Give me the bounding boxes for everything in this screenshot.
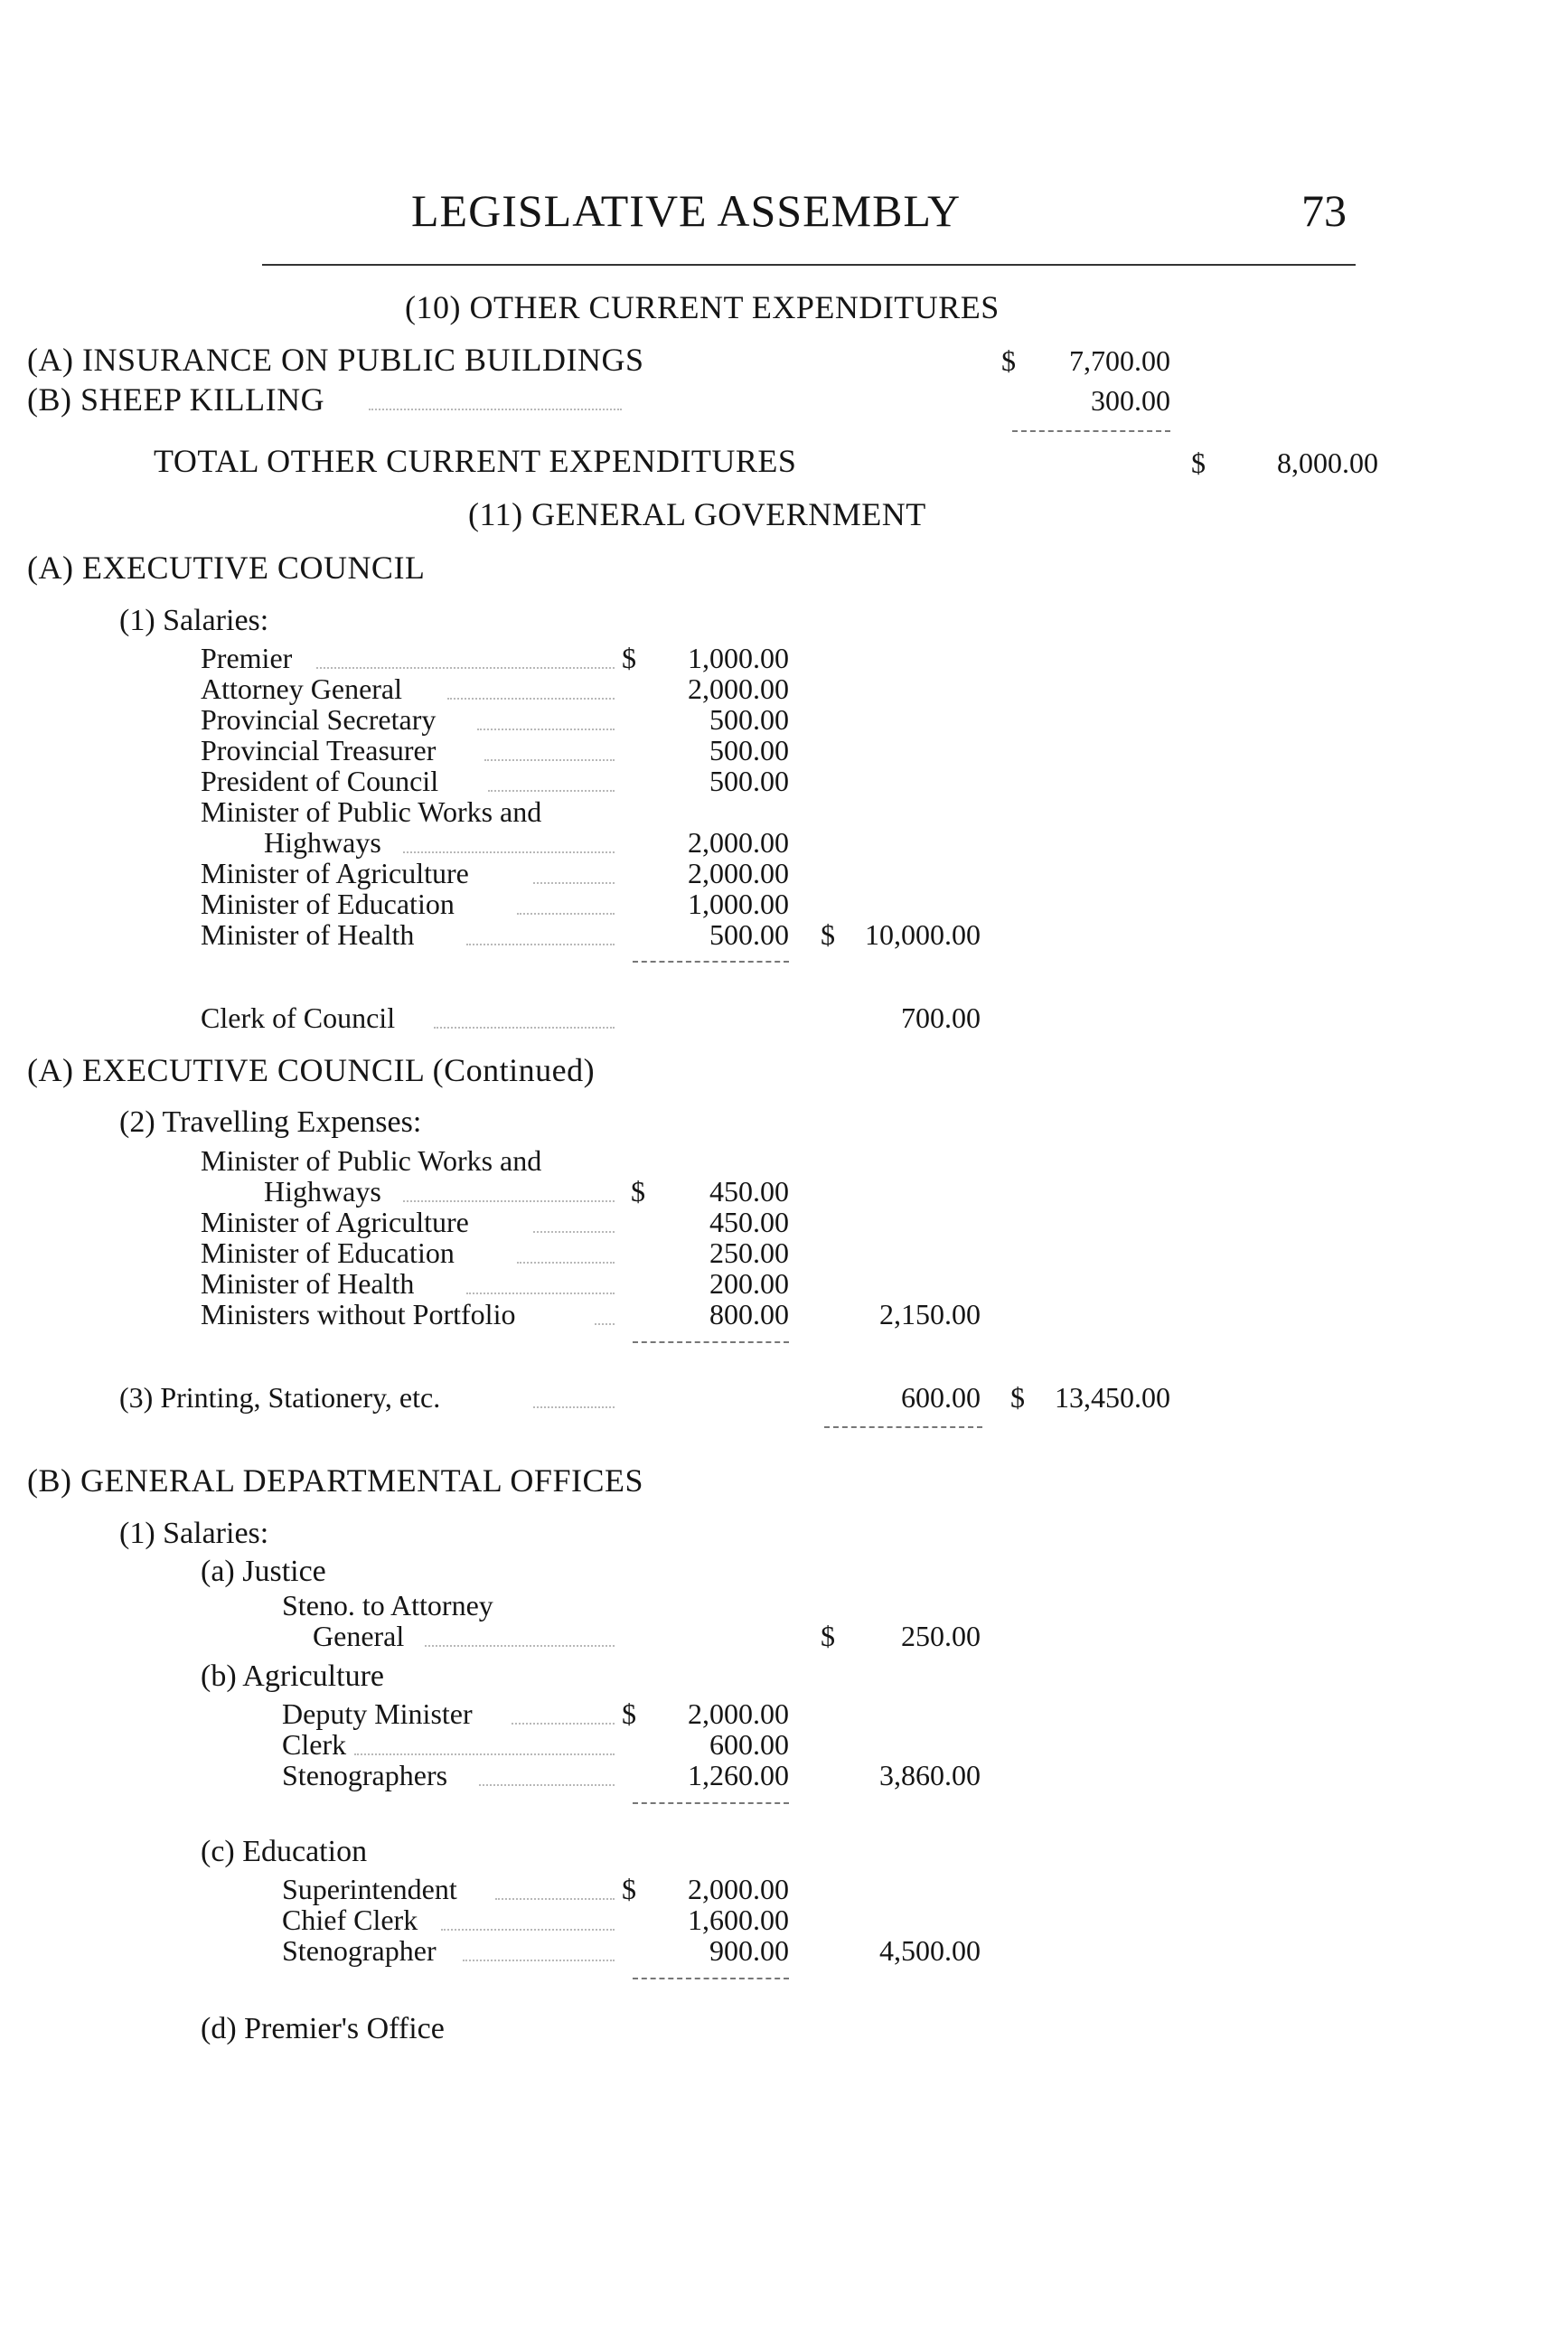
agriculture-amount: 2,000.00 (688, 1697, 789, 1730)
leader-dots (466, 944, 615, 945)
leader-dots (517, 1262, 615, 1264)
education-amount: 1,600.00 (688, 1904, 789, 1936)
leader-dots (369, 409, 622, 410)
travel-label: Minister of Education (201, 1236, 455, 1269)
premiers-office-heading: (d) Premier's Office (201, 2012, 445, 2045)
salary-amount: 1,000.00 (688, 888, 789, 920)
travel-label: Minister of Agriculture (201, 1206, 469, 1238)
agriculture-label: Deputy Minister (282, 1697, 473, 1730)
page-title: LEGISLATIVE ASSEMBLY (411, 185, 962, 236)
travel-label: Minister of Health (201, 1267, 415, 1300)
executive-council-heading: (A) EXECUTIVE COUNCIL (27, 550, 426, 586)
travel-amount: 200.00 (709, 1267, 789, 1300)
travel-label-continued: Highways (264, 1175, 381, 1208)
salary-amount: 2,000.00 (688, 857, 789, 889)
salary-label: Minister of Health (201, 918, 415, 951)
travel-amount: 450.00 (709, 1175, 789, 1208)
education-amount: 2,000.00 (688, 1873, 789, 1905)
agriculture-label: Clerk (282, 1728, 347, 1761)
item-b-label: (B) SHEEP KILLING (27, 381, 325, 418)
leader-dots (447, 698, 615, 700)
section-11-title: (11) GENERAL GOVERNMENT (468, 496, 926, 532)
justice-heading: (a) Justice (201, 1555, 326, 1588)
dollar-sign: $ (821, 918, 835, 951)
leader-dots (495, 1898, 615, 1900)
leader-dots (316, 667, 615, 669)
total-other-label: TOTAL OTHER CURRENT EXPENDITURES (154, 443, 797, 479)
salary-amount: 500.00 (709, 703, 789, 736)
salary-amount: 1,000.00 (688, 642, 789, 674)
travel-label: Ministers without Portfolio (201, 1298, 516, 1330)
clerk-of-council-label: Clerk of Council (201, 1001, 396, 1034)
dollar-sign: $ (821, 1620, 835, 1652)
travel-amount: 800.00 (709, 1298, 789, 1330)
leader-dots (512, 1723, 615, 1725)
subtotal-rule (633, 1341, 789, 1343)
leader-dots (477, 728, 615, 730)
header-rule (262, 264, 1356, 266)
leader-dots (595, 1323, 615, 1325)
agriculture-amount: 600.00 (709, 1728, 789, 1761)
item-a-amount: 7,700.00 (1069, 344, 1170, 377)
leader-dots (517, 913, 615, 915)
subtotal-rule (824, 1426, 982, 1428)
salary-label: Premier (201, 642, 293, 674)
justice-label: Steno. to Attorney (282, 1589, 493, 1622)
leader-dots (466, 1292, 615, 1294)
salaries-heading: (1) Salaries: (119, 604, 269, 637)
salary-amount: 500.00 (709, 918, 789, 951)
agriculture-label: Stenographers (282, 1759, 448, 1791)
leader-dots (533, 1406, 615, 1408)
leader-dots (463, 1960, 615, 1961)
travel-total: 2,150.00 (879, 1298, 981, 1330)
salary-label: Provincial Secretary (201, 703, 437, 736)
dollar-sign: $ (622, 642, 636, 674)
page-number: 73 (1301, 185, 1347, 236)
travel-amount: 450.00 (709, 1206, 789, 1238)
justice-label-continued: General (313, 1620, 405, 1652)
travel-label: Minister of Public Works and (201, 1144, 542, 1177)
executive-council-total: 13,450.00 (1055, 1381, 1170, 1414)
agriculture-total: 3,860.00 (879, 1759, 981, 1791)
agriculture-heading: (b) Agriculture (201, 1659, 384, 1693)
salary-label: Minister of Education (201, 888, 455, 920)
salary-amount: 500.00 (709, 734, 789, 766)
leader-dots (441, 1929, 615, 1931)
salary-amount: 500.00 (709, 765, 789, 797)
item-b-amount: 300.00 (1091, 384, 1170, 417)
leader-dots (488, 790, 615, 792)
dollar-sign: $ (622, 1697, 636, 1730)
leader-dots (425, 1645, 615, 1647)
leader-dots (434, 1027, 615, 1029)
salary-amount: 2,000.00 (688, 672, 789, 705)
education-total: 4,500.00 (879, 1934, 981, 1967)
salary-label: Provincial Treasurer (201, 734, 437, 766)
justice-amount: 250.00 (901, 1620, 981, 1652)
dollar-sign: $ (1010, 1381, 1025, 1414)
salary-label: Minister of Public Works and (201, 795, 542, 828)
dollar-sign: $ (622, 1873, 636, 1905)
general-departmental-offices-heading: (B) GENERAL DEPARTMENTAL OFFICES (27, 1462, 643, 1499)
gdo-salaries-heading: (1) Salaries: (119, 1517, 269, 1550)
executive-council-continued-heading: (A) EXECUTIVE COUNCIL (Continued) (27, 1052, 596, 1088)
leader-dots (533, 1231, 615, 1233)
leader-dots (403, 1200, 615, 1202)
travelling-expenses-heading: (2) Travelling Expenses: (119, 1105, 422, 1139)
dollar-sign: $ (1001, 344, 1016, 377)
printing-label: (3) Printing, Stationery, etc. (119, 1381, 441, 1414)
salaries-total: 10,000.00 (865, 918, 981, 951)
dollar-sign: $ (1191, 446, 1206, 479)
leader-dots (533, 882, 615, 884)
education-amount: 900.00 (709, 1934, 789, 1967)
leader-dots (484, 759, 615, 761)
leader-dots (354, 1753, 615, 1755)
dollar-sign: $ (631, 1175, 645, 1208)
education-label: Stenographer (282, 1934, 437, 1967)
salary-label: President of Council (201, 765, 439, 797)
education-label: Chief Clerk (282, 1904, 418, 1936)
leader-dots (403, 851, 615, 853)
subtotal-rule (633, 1978, 789, 1979)
travel-amount: 250.00 (709, 1236, 789, 1269)
education-heading: (c) Education (201, 1835, 368, 1868)
subtotal-rule (633, 961, 789, 963)
item-a-label: (A) INSURANCE ON PUBLIC BUILDINGS (27, 342, 644, 378)
salary-label-continued: Highways (264, 826, 381, 859)
printing-amount: 600.00 (901, 1381, 981, 1414)
salary-amount: 2,000.00 (688, 826, 789, 859)
clerk-of-council-amount: 700.00 (901, 1001, 981, 1034)
leader-dots (479, 1784, 615, 1786)
salary-label: Minister of Agriculture (201, 857, 469, 889)
subtotal-rule (633, 1802, 789, 1804)
section-10-title: (10) OTHER CURRENT EXPENDITURES (405, 289, 1000, 325)
total-other-amount: 8,000.00 (1277, 446, 1378, 479)
agriculture-amount: 1,260.00 (688, 1759, 789, 1791)
education-label: Superintendent (282, 1873, 457, 1905)
subtotal-rule (1012, 430, 1170, 432)
salary-label: Attorney General (201, 672, 403, 705)
